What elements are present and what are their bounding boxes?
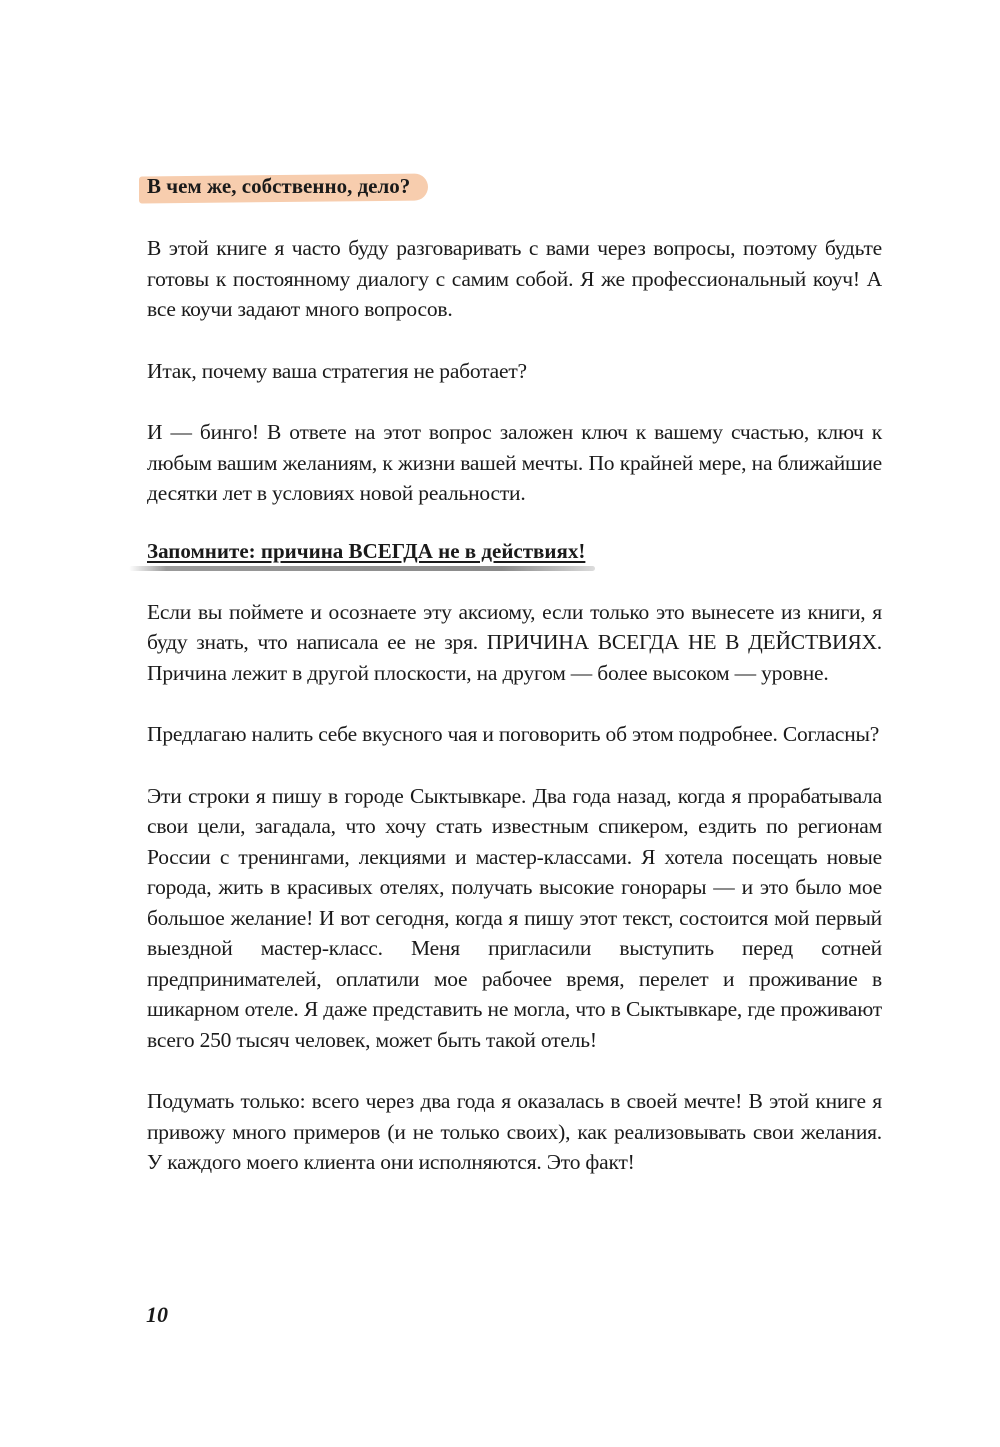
paragraph: Подумать только: всего через два года я оказалась в своей мечте! В этой книге я привожу много примеров (и не только своих), как реализовывать свои желания. У каждого моего клиента они исполняются. Это факт! xyxy=(147,1089,882,1174)
paragraph: В этой книге я часто буду разговаривать с вами через вопросы, поэтому будьте готовы к постоянному диалогу с самим собой. Я же профессиональный коуч! А все коучи задают много вопросов. xyxy=(147,236,882,321)
paragraph: И — бинго! В ответе на этот вопрос заложен ключ к вашему счастью, ключ к любым вашим желаниям, к жизни вашей мечты. По крайней мере, на ближайшие десятки лет в условиях новой реальности. xyxy=(147,420,882,505)
paragraph: Итак, почему ваша стратегия не работает? xyxy=(147,358,527,383)
paragraph: Предлагаю налить себе вкусного чая и поговорить об этом подробнее. Согласны? xyxy=(147,722,880,746)
heading-text: В чем же, собственно, дело? xyxy=(147,174,411,198)
paragraph: Если вы поймете и осознаете эту аксиому, если только это вынесете из книги, я буду знать, что написала ее не зря. ПРИЧИНА ВСЕГДА НЕ В ДЕЙСТВИЯХ. Причина лежит в другой плоскости, на другом — более высоком — уровне. xyxy=(147,599,882,685)
page-number: 10 xyxy=(146,1302,168,1327)
heading-text: Запомните: причина ВСЕГДА не в действиях! xyxy=(147,538,586,563)
section-heading-highlighted xyxy=(145,170,428,202)
section-heading-underlined xyxy=(147,537,585,569)
page-body xyxy=(147,170,882,1178)
paragraph: Эти строки я пишу в городе Сыктывкаре. Два года назад, когда я прорабатывала свои цели, загадала, что хочу стать известным спикером, ездить по регионам России с тренингами, лекциями и мастер-классами. Я хотела посещать новые города, жить в красивых отелях, получать высокие гонорары — и это было мое большое желание! И вот сегодня, когда я пишу этот текст, состоится мой первый выездной мастер-класс. Меня пригласили выступить перед сотней предпринимателей, оплатили мое рабочее время, перелет и проживание в шикарном отеле. Я даже представить не могла, что в Сыктывкаре, где проживают всего 250 тысяч человек, может быть такой отель! xyxy=(147,783,882,1052)
underline-shadow xyxy=(129,566,595,571)
